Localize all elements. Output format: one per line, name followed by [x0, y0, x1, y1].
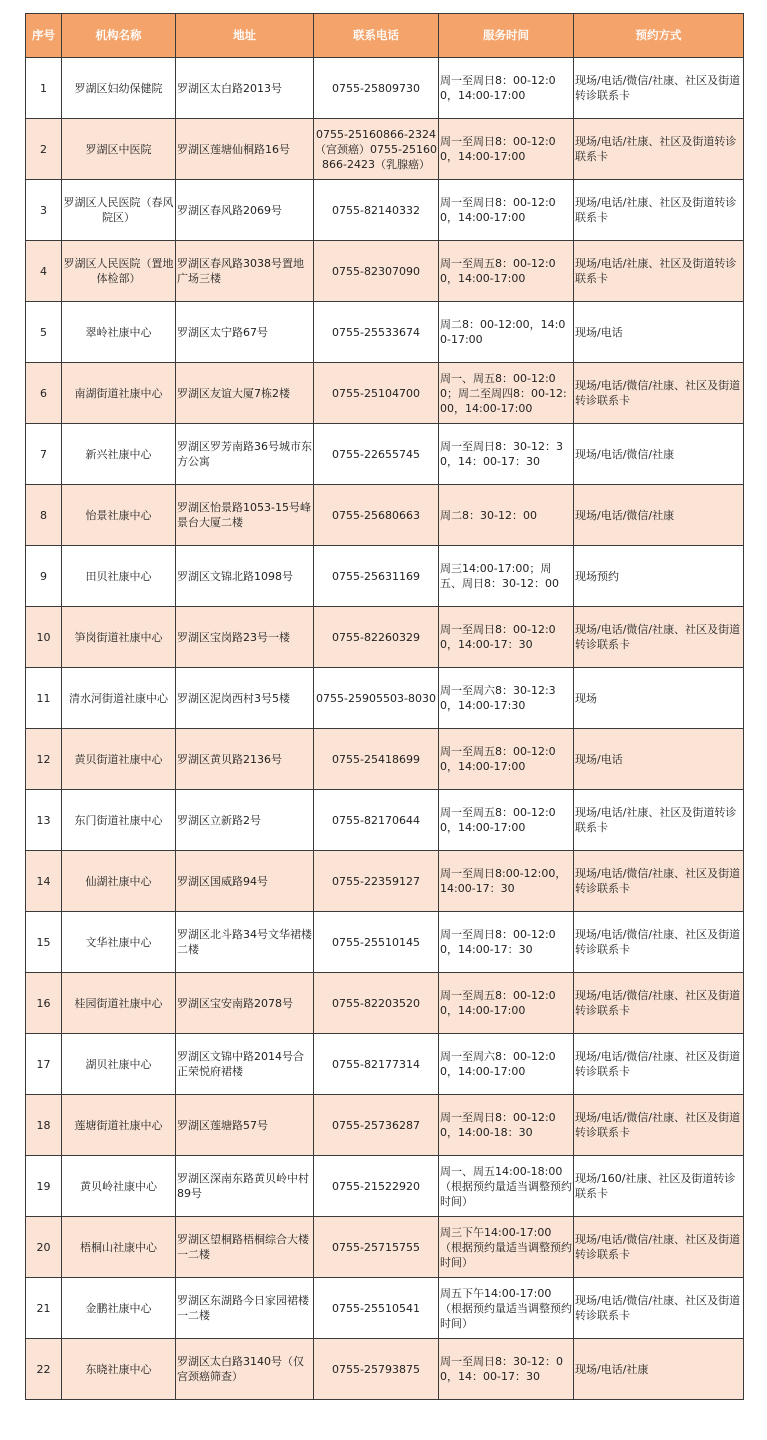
cell-address: 罗湖区北斗路34号文华裙楼二楼: [176, 912, 314, 973]
table-row: [26, 1339, 744, 1400]
cell-institution-name: 笋岗街道社康中心: [62, 607, 176, 668]
cell-index: 20: [26, 1217, 62, 1278]
cell-institution-name: 东晓社康中心: [62, 1339, 176, 1400]
cell-phone: 0755-82177314: [314, 1034, 439, 1095]
cell-booking-method: 现场/电话/社康、社区及街道转诊联系卡: [574, 790, 744, 851]
cell-address: 罗湖区太宁路67号: [176, 302, 314, 363]
cell-index: 14: [26, 851, 62, 912]
table-row: [26, 1156, 744, 1217]
cell-booking-method: 现场/电话/微信/社康、社区及街道转诊联系卡: [574, 1095, 744, 1156]
cell-booking-method: 现场/电话/微信/社康、社区及街道转诊联系卡: [574, 851, 744, 912]
cell-service-hours: 周一、周五8：00-12:00；周二至周四8：00-12:00，14:00-17:00: [439, 363, 574, 424]
cell-institution-name: 莲塘街道社康中心: [62, 1095, 176, 1156]
cell-institution-name: 黄贝岭社康中心: [62, 1156, 176, 1217]
cell-institution-name: 金鹏社康中心: [62, 1278, 176, 1339]
table-row: [26, 241, 744, 302]
header-institution-name: 机构名称: [62, 14, 176, 58]
cell-phone: 0755-25160866-2324（宫颈癌）0755-25160866-2423（乳腺癌）: [314, 119, 439, 180]
cell-service-hours: 周一至周五8：00-12:00，14:00-17:00: [439, 973, 574, 1034]
cell-phone: 0755-25418699: [314, 729, 439, 790]
cell-service-hours: 周三下午14:00-17:00（根据预约量适当调整预约时间）: [439, 1217, 574, 1278]
cell-address: 罗湖区文锦中路2014号合正荣悦府裙楼: [176, 1034, 314, 1095]
cell-address: 罗湖区东湖路今日家园裙楼一二楼: [176, 1278, 314, 1339]
cell-index: 19: [26, 1156, 62, 1217]
cell-service-hours: 周一至周日8:00-12:00，14:00-17：30: [439, 851, 574, 912]
table-row: [26, 912, 744, 973]
cell-index: 16: [26, 973, 62, 1034]
cell-service-hours: 周二8：00-12:00，14:00-17:00: [439, 302, 574, 363]
cell-address: 罗湖区宝岗路23号一楼: [176, 607, 314, 668]
cell-phone: 0755-22359127: [314, 851, 439, 912]
cell-institution-name: 文华社康中心: [62, 912, 176, 973]
cell-booking-method: 现场/电话/微信/社康、社区及街道转诊联系卡: [574, 1034, 744, 1095]
cell-phone: 0755-25510145: [314, 912, 439, 973]
cell-address: 罗湖区莲塘路57号: [176, 1095, 314, 1156]
cell-booking-method: 现场: [574, 668, 744, 729]
cell-service-hours: 周一至周日8：30-12：30，14：00-17：30: [439, 424, 574, 485]
cell-index: 15: [26, 912, 62, 973]
table-row: [26, 424, 744, 485]
cell-index: 12: [26, 729, 62, 790]
cell-service-hours: 周一至周日8：00-12:00，14:00-17:00: [439, 180, 574, 241]
cell-service-hours: 周一至周日8：00-12:00，14:00-17：30: [439, 607, 574, 668]
cell-service-hours: 周一至周六8：30-12:30，14:00-17:30: [439, 668, 574, 729]
table-row: [26, 1034, 744, 1095]
cell-booking-method: 现场/电话/微信/社康、社区及街道转诊联系卡: [574, 973, 744, 1034]
table-row: [26, 58, 744, 119]
institution-table-container: [25, 13, 743, 1400]
cell-address: 罗湖区黄贝路2136号: [176, 729, 314, 790]
cell-phone: 0755-21522920: [314, 1156, 439, 1217]
cell-address: 罗湖区春风路2069号: [176, 180, 314, 241]
cell-booking-method: 现场/电话: [574, 729, 744, 790]
cell-booking-method: 现场/电话/微信/社康、社区及街道转诊联系卡: [574, 58, 744, 119]
cell-institution-name: 田贝社康中心: [62, 546, 176, 607]
cell-service-hours: 周一至周五8：00-12:00，14:00-17:00: [439, 729, 574, 790]
cell-phone: 0755-25793875: [314, 1339, 439, 1400]
cell-phone: 0755-82203520: [314, 973, 439, 1034]
cell-phone: 0755-25104700: [314, 363, 439, 424]
cell-phone: 0755-82307090: [314, 241, 439, 302]
table-row: [26, 851, 744, 912]
cell-address: 罗湖区望桐路梧桐综合大楼一二楼: [176, 1217, 314, 1278]
cell-address: 罗湖区罗芳南路36号城市东方公寓: [176, 424, 314, 485]
cell-institution-name: 清水河街道社康中心: [62, 668, 176, 729]
table-row: [26, 668, 744, 729]
cell-phone: 0755-82170644: [314, 790, 439, 851]
table-row: [26, 973, 744, 1034]
cell-booking-method: 现场/电话/微信/社康、社区及街道转诊联系卡: [574, 363, 744, 424]
table-row: [26, 180, 744, 241]
cell-index: 22: [26, 1339, 62, 1400]
table-row: [26, 485, 744, 546]
cell-service-hours: 周一至周日8：00-12:00，14:00-17：30: [439, 912, 574, 973]
cell-booking-method: 现场/电话/微信/社康: [574, 424, 744, 485]
cell-index: 21: [26, 1278, 62, 1339]
cell-service-hours: 周一、周五14:00-18:00（根据预约量适当调整预约时间）: [439, 1156, 574, 1217]
cell-phone: 0755-25809730: [314, 58, 439, 119]
cell-phone: 0755-25631169: [314, 546, 439, 607]
cell-index: 8: [26, 485, 62, 546]
cell-institution-name: 仙湖社康中心: [62, 851, 176, 912]
table-row: [26, 363, 744, 424]
cell-phone: 0755-22655745: [314, 424, 439, 485]
cell-index: 18: [26, 1095, 62, 1156]
cell-index: 11: [26, 668, 62, 729]
cell-index: 10: [26, 607, 62, 668]
header-booking-method: 预约方式: [574, 14, 744, 58]
cell-index: 17: [26, 1034, 62, 1095]
cell-institution-name: 湖贝社康中心: [62, 1034, 176, 1095]
header-service-hours: 服务时间: [439, 14, 574, 58]
table-row: [26, 546, 744, 607]
table-row: [26, 1095, 744, 1156]
cell-address: 罗湖区国威路94号: [176, 851, 314, 912]
cell-institution-name: 罗湖区人民医院（春风院区）: [62, 180, 176, 241]
cell-index: 4: [26, 241, 62, 302]
cell-phone: 0755-25715755: [314, 1217, 439, 1278]
cell-institution-name: 新兴社康中心: [62, 424, 176, 485]
cell-address: 罗湖区文锦北路1098号: [176, 546, 314, 607]
cell-index: 3: [26, 180, 62, 241]
cell-address: 罗湖区怡景路1053-15号峰景台大厦二楼: [176, 485, 314, 546]
cell-service-hours: 周五下午14:00-17:00（根据预约量适当调整预约时间）: [439, 1278, 574, 1339]
cell-institution-name: 黄贝街道社康中心: [62, 729, 176, 790]
cell-address: 罗湖区深南东路黄贝岭中村89号: [176, 1156, 314, 1217]
cell-booking-method: 现场预约: [574, 546, 744, 607]
cell-phone: 0755-82140332: [314, 180, 439, 241]
cell-address: 罗湖区春风路3038号置地广场三楼: [176, 241, 314, 302]
table-row: [26, 119, 744, 180]
cell-index: 1: [26, 58, 62, 119]
cell-index: 7: [26, 424, 62, 485]
cell-service-hours: 周三14:00-17:00；周五、周日8：30-12：00: [439, 546, 574, 607]
cell-booking-method: 现场/电话/微信/社康、社区及街道转诊联系卡: [574, 912, 744, 973]
cell-booking-method: 现场/160/社康、社区及街道转诊联系卡: [574, 1156, 744, 1217]
cell-address: 罗湖区友谊大厦7栋2楼: [176, 363, 314, 424]
cell-booking-method: 现场/电话/微信/社康、社区及街道转诊联系卡: [574, 607, 744, 668]
cell-address: 罗湖区莲塘仙桐路16号: [176, 119, 314, 180]
table-header-row: [26, 14, 744, 58]
cell-institution-name: 罗湖区妇幼保健院: [62, 58, 176, 119]
cell-institution-name: 罗湖区中医院: [62, 119, 176, 180]
cell-institution-name: 罗湖区人民医院（置地体检部）: [62, 241, 176, 302]
header-index: 序号: [26, 14, 62, 58]
cell-institution-name: 怡景社康中心: [62, 485, 176, 546]
table-row: [26, 607, 744, 668]
institution-table: [25, 13, 744, 1400]
header-phone: 联系电话: [314, 14, 439, 58]
cell-phone: 0755-25533674: [314, 302, 439, 363]
table-row: [26, 729, 744, 790]
cell-address: 罗湖区立新路2号: [176, 790, 314, 851]
cell-service-hours: 周一至周五8：00-12:00，14:00-17:00: [439, 241, 574, 302]
table-body: [26, 58, 744, 1400]
cell-booking-method: 现场/电话/微信/社康: [574, 485, 744, 546]
cell-index: 5: [26, 302, 62, 363]
cell-phone: 0755-25905503-8030: [314, 668, 439, 729]
cell-booking-method: 现场/电话/微信/社康、社区及街道转诊联系卡: [574, 1217, 744, 1278]
cell-service-hours: 周一至周六8：00-12:00，14:00-17:00: [439, 1034, 574, 1095]
cell-booking-method: 现场/电话: [574, 302, 744, 363]
cell-address: 罗湖区泥岗西村3号5楼: [176, 668, 314, 729]
cell-booking-method: 现场/电话/社康、社区及街道转诊联系卡: [574, 241, 744, 302]
table-row: [26, 1217, 744, 1278]
cell-service-hours: 周一至周日8：30-12：00，14：00-17：30: [439, 1339, 574, 1400]
cell-service-hours: 周一至周日8：00-12:00，14:00-17:00: [439, 58, 574, 119]
cell-address: 罗湖区太白路2013号: [176, 58, 314, 119]
table-row: [26, 1278, 744, 1339]
cell-service-hours: 周一至周日8：00-12:00，14:00-18：30: [439, 1095, 574, 1156]
cell-address: 罗湖区宝安南路2078号: [176, 973, 314, 1034]
cell-index: 9: [26, 546, 62, 607]
cell-institution-name: 南湖街道社康中心: [62, 363, 176, 424]
cell-booking-method: 现场/电话/社康、社区及街道转诊联系卡: [574, 119, 744, 180]
cell-institution-name: 翠岭社康中心: [62, 302, 176, 363]
cell-phone: 0755-25680663: [314, 485, 439, 546]
cell-service-hours: 周一至周五8：00-12:00，14:00-17:00: [439, 790, 574, 851]
cell-institution-name: 桂园街道社康中心: [62, 973, 176, 1034]
cell-phone: 0755-82260329: [314, 607, 439, 668]
cell-booking-method: 现场/电话/社康、社区及街道转诊联系卡: [574, 180, 744, 241]
cell-index: 13: [26, 790, 62, 851]
cell-phone: 0755-25510541: [314, 1278, 439, 1339]
cell-service-hours: 周一至周日8：00-12:00，14:00-17:00: [439, 119, 574, 180]
cell-phone: 0755-25736287: [314, 1095, 439, 1156]
cell-institution-name: 东门街道社康中心: [62, 790, 176, 851]
cell-address: 罗湖区太白路3140号（仅宫颈癌筛查）: [176, 1339, 314, 1400]
table-row: [26, 302, 744, 363]
cell-service-hours: 周二8：30-12：00: [439, 485, 574, 546]
cell-booking-method: 现场/电话/微信/社康、社区及街道转诊联系卡: [574, 1278, 744, 1339]
cell-institution-name: 梧桐山社康中心: [62, 1217, 176, 1278]
header-address: 地址: [176, 14, 314, 58]
cell-index: 2: [26, 119, 62, 180]
cell-index: 6: [26, 363, 62, 424]
table-row: [26, 790, 744, 851]
cell-booking-method: 现场/电话/社康: [574, 1339, 744, 1400]
